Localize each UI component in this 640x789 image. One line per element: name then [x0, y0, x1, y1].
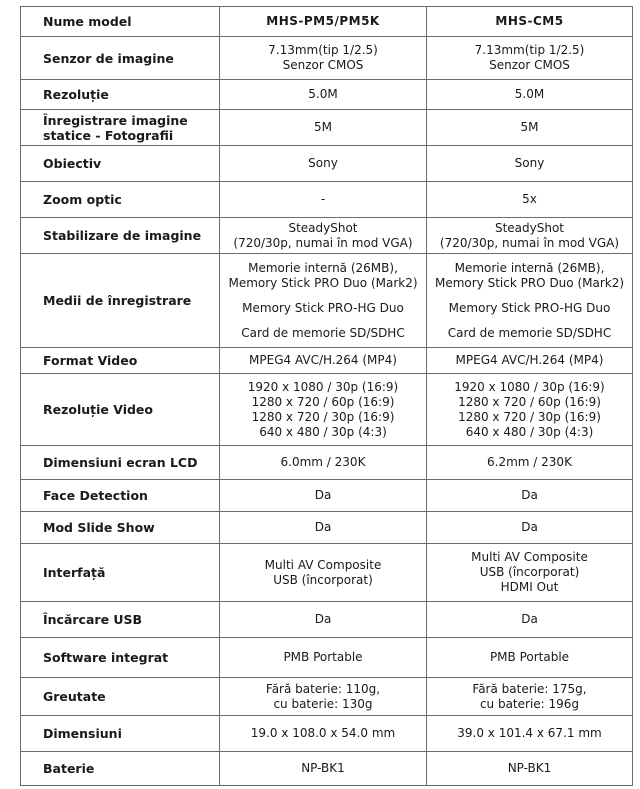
row-value-model-1: 5M	[220, 110, 427, 146]
row-label: Interfață	[21, 544, 220, 602]
row-value-model-2: 39.0 x 101.4 x 67.1 mm	[427, 716, 633, 752]
row-value-model-1: -	[220, 182, 427, 218]
table-row	[21, 544, 633, 602]
table-row	[21, 182, 633, 218]
row-label: Format Video	[21, 348, 220, 374]
row-value-model-1: 6.0mm / 230K	[220, 446, 427, 480]
row-value-model-2: 5x	[427, 182, 633, 218]
row-value-model-1: NP-BK1	[220, 752, 427, 786]
row-value-model-1: MPEG4 AVC/H.264 (MP4)	[220, 348, 427, 374]
row-value-model-2: Da	[427, 602, 633, 638]
row-value-model-1: 7.13mm(tip 1/2.5) Senzor CMOS	[220, 37, 427, 80]
row-value-model-2: 5.0M	[427, 80, 633, 110]
row-value-model-1: PMB Portable	[220, 638, 427, 678]
table-header-row	[21, 7, 633, 37]
row-label: Medii de înregistrare	[21, 254, 220, 348]
row-value-model-1: Da	[220, 602, 427, 638]
row-label: Software integrat	[21, 638, 220, 678]
table-row	[21, 80, 633, 110]
table-row	[21, 602, 633, 638]
header-model-1: MHS-PM5/PM5K	[220, 7, 427, 37]
row-value-model-1: 5.0M	[220, 80, 427, 110]
table-row	[21, 254, 633, 348]
row-value-model-2: Memorie internă (26MB), Memory Stick PRO Duo (Mark2) Memory Stick PRO-HG Duo Card de memorie SD/SDHC	[427, 254, 633, 348]
row-label: Încărcare USB	[21, 602, 220, 638]
row-value-model-2: MPEG4 AVC/H.264 (MP4)	[427, 348, 633, 374]
row-value-model-2: 1920 x 1080 / 30p (16:9) 1280 x 720 / 60p (16:9) 1280 x 720 / 30p (16:9) 640 x 480 / 30p (4:3)	[427, 374, 633, 446]
row-value-model-1: SteadyShot (720/30p, numai în mod VGA)	[220, 218, 427, 254]
row-value-model-2: Sony	[427, 146, 633, 182]
header-label: Nume model	[21, 7, 220, 37]
row-label: Dimensiuni ecran LCD	[21, 446, 220, 480]
table-row	[21, 752, 633, 786]
row-value-model-2: 5M	[427, 110, 633, 146]
row-label: Zoom optic	[21, 182, 220, 218]
row-value-model-1: 19.0 x 108.0 x 54.0 mm	[220, 716, 427, 752]
table-row	[21, 638, 633, 678]
row-label: Rezoluție Video	[21, 374, 220, 446]
table-row	[21, 37, 633, 80]
row-value-model-2: Da	[427, 480, 633, 512]
row-value-model-2: PMB Portable	[427, 638, 633, 678]
table-row	[21, 480, 633, 512]
table-row	[21, 348, 633, 374]
table-row	[21, 146, 633, 182]
header-model-2: MHS-CM5	[427, 7, 633, 37]
row-value-model-1: Da	[220, 512, 427, 544]
row-value-model-1: Memorie internă (26MB), Memory Stick PRO Duo (Mark2) Memory Stick PRO-HG Duo Card de memorie SD/SDHC	[220, 254, 427, 348]
table-row	[21, 374, 633, 446]
table-row	[21, 218, 633, 254]
row-label: Rezoluție	[21, 80, 220, 110]
table-row	[21, 512, 633, 544]
row-value-model-2: SteadyShot (720/30p, numai în mod VGA)	[427, 218, 633, 254]
table-row	[21, 678, 633, 716]
row-label: Greutate	[21, 678, 220, 716]
row-label: Face Detection	[21, 480, 220, 512]
row-value-model-1: Da	[220, 480, 427, 512]
row-value-model-2: 7.13mm(tip 1/2.5) Senzor CMOS	[427, 37, 633, 80]
table-row	[21, 716, 633, 752]
row-value-model-1: Fără baterie: 110g, cu baterie: 130g	[220, 678, 427, 716]
row-value-model-1: Sony	[220, 146, 427, 182]
row-value-model-2: Fără baterie: 175g, cu baterie: 196g	[427, 678, 633, 716]
row-label: Mod Slide Show	[21, 512, 220, 544]
row-label: Obiectiv	[21, 146, 220, 182]
row-value-model-2: Multi AV Composite USB (încorporat) HDMI Out	[427, 544, 633, 602]
row-label: Baterie	[21, 752, 220, 786]
row-label: Senzor de imagine	[21, 37, 220, 80]
spec-comparison-table	[20, 6, 633, 786]
row-value-model-1: 1920 x 1080 / 30p (16:9) 1280 x 720 / 60p (16:9) 1280 x 720 / 30p (16:9) 640 x 480 / 30p (4:3)	[220, 374, 427, 446]
row-value-model-2: Da	[427, 512, 633, 544]
row-label: Dimensiuni	[21, 716, 220, 752]
table-row	[21, 446, 633, 480]
table-row	[21, 110, 633, 146]
row-value-model-1: Multi AV Composite USB (încorporat)	[220, 544, 427, 602]
row-label: Stabilizare de imagine	[21, 218, 220, 254]
row-value-model-2: 6.2mm / 230K	[427, 446, 633, 480]
row-label: Înregistrare imagine statice - Fotografii	[21, 110, 220, 146]
row-value-model-2: NP-BK1	[427, 752, 633, 786]
